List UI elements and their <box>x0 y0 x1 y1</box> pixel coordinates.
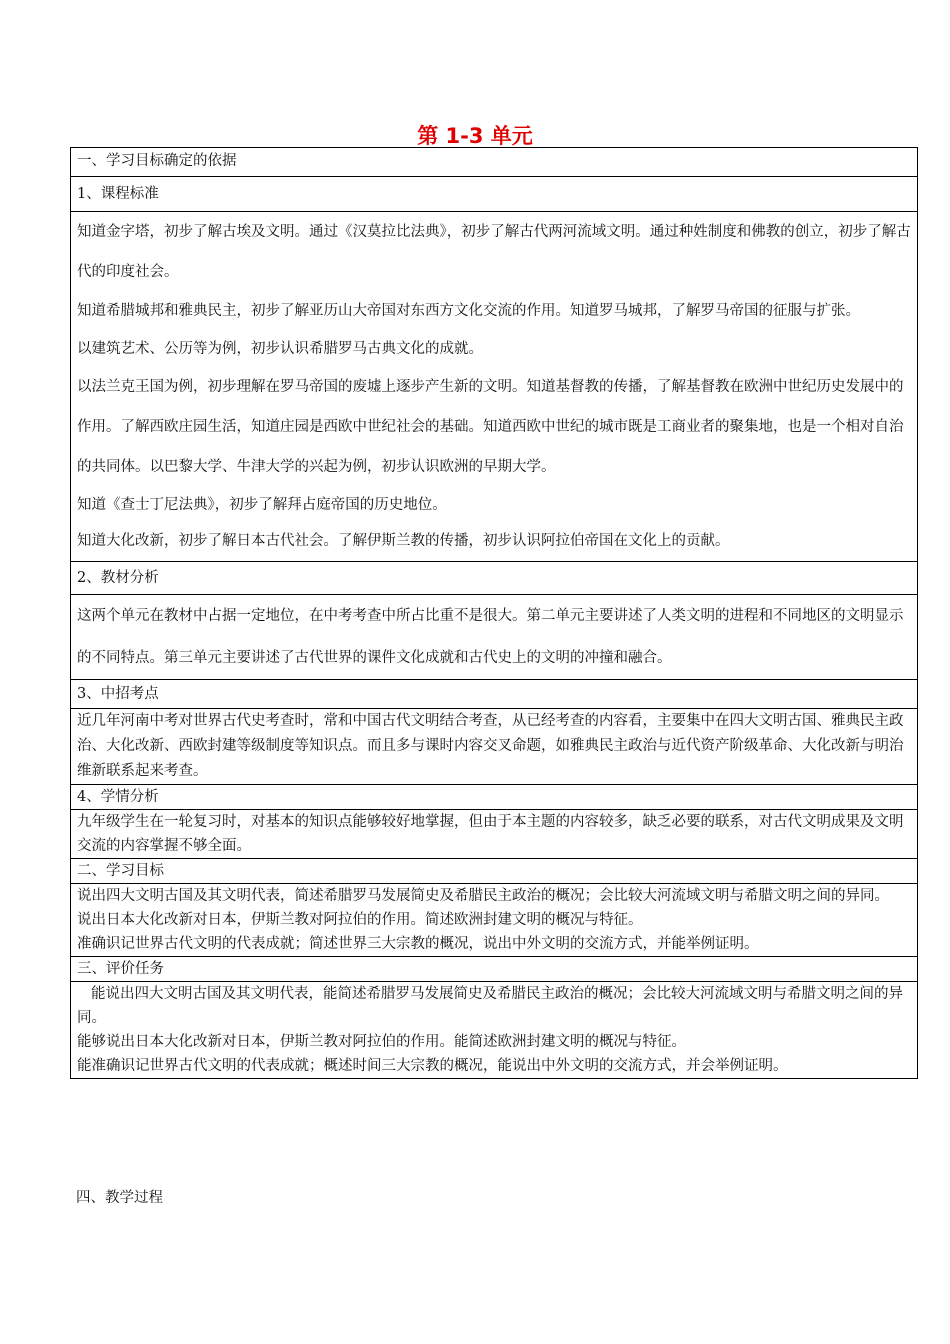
curriculum-paragraph: 知道希腊城邦和雅典民主，初步了解亚历山大帝国对东西方文化交流的作用。知道罗马城邦，了解罗马帝国的征服与扩张。 <box>77 303 860 319</box>
goal-line: 准确识记世界古代文明的代表成就；简述世界三大宗教的概况，说出中外文明的交流方式，并能举例证明。 <box>77 936 759 952</box>
curriculum-paragraph: 知道《查士丁尼法典》，初步了解拜占庭帝国的历史地位。 <box>77 497 447 513</box>
curriculum-heading: 1、课程标准 <box>71 177 918 212</box>
curriculum-content <box>71 212 918 562</box>
lesson-plan-table <box>70 147 918 1079</box>
eval-line: 能够说出日本大化改新对日本，伊斯兰教对阿拉伯的作用。能简述欧洲封建文明的概况与特征。 <box>77 1034 686 1050</box>
curriculum-paragraph: 知道金字塔，初步了解古埃及文明。通过《汉莫拉比法典》，初步了解古代两河流域文明。通过种姓制度和佛教的创立，初步了解古代的印度社会。 <box>77 224 911 280</box>
curriculum-paragraph: 以建筑艺术、公历等为例，初步认识希腊罗马古典文化的成就。 <box>77 341 483 357</box>
goals-heading: 二、学习目标 <box>71 859 918 884</box>
eval-line: 能准确识记世界古代文明的代表成就；概述时间三大宗教的概况，能说出中外文明的交流方式，并会举例证明。 <box>77 1058 788 1074</box>
learner-text: 九年级学生在一轮复习时，对基本的知识点能够较好地掌握，但由于本主题的内容较多，缺乏必要的联系，对古代文明成果及文明交流的内容掌握不够全面。 <box>77 814 904 854</box>
goals-content <box>71 884 918 957</box>
learner-content <box>71 810 918 859</box>
eval-heading: 三、评价任务 <box>71 957 918 982</box>
exam-heading: 3、中招考点 <box>71 680 918 709</box>
textbook-content <box>71 595 918 680</box>
page-title: 第 1-3 单元 <box>417 124 533 148</box>
process-heading: 四、教学过程 <box>76 1190 163 1206</box>
goal-line: 说出日本大化改新对日本，伊斯兰教对阿拉伯的作用。简述欧洲封建文明的概况与特征。 <box>77 912 643 928</box>
goal-line: 说出四大文明古国及其文明代表，简述希腊罗马发展简史及希腊民主政治的概况；会比较大河流域文明与希腊文明之间的异同。 <box>77 888 889 904</box>
curriculum-paragraph: 以法兰克王国为例，初步理解在罗马帝国的废墟上逐步产生新的文明。知道基督教的传播，了解基督教在欧洲中世纪历史发展中的作用。了解西欧庄园生活，知道庄园是西欧中世纪社会的基础。知道西欧中世纪的城市既是工商业者的聚集地，也是一个相对自治的共同体。以巴黎大学、牛津大学的兴起为例，初步认识欧洲的早期大学。 <box>77 379 904 475</box>
curriculum-paragraph: 知道大化改新，初步了解日本古代社会。了解伊斯兰教的传播，初步认识阿拉伯帝国在文化上的贡献。 <box>77 533 730 549</box>
exam-content <box>71 709 918 785</box>
exam-text: 近几年河南中考对世界古代史考查时，常和中国古代文明结合考查，从已经考查的内容看，主要集中在四大文明古国、雅典民主政治、大化改新、西欧封建等级制度等知识点。而且多与课时内容交叉命题，如雅典民主政治与近代资产阶级革命、大化改新与明治维新联系起来考查。 <box>77 713 904 779</box>
eval-content <box>71 982 918 1079</box>
learner-heading: 4、学情分析 <box>71 785 918 810</box>
eval-line: 能说出四大文明古国及其文明代表，能简述希腊罗马发展简史及希腊民主政治的概况；会比较大河流域文明与希腊文明之间的异同。 <box>77 986 903 1026</box>
textbook-heading: 2、教材分析 <box>71 562 918 595</box>
basis-heading: 一、学习目标确定的依据 <box>71 148 918 177</box>
textbook-text: 这两个单元在教材中占据一定地位，在中考考查中所占比重不是很大。第二单元主要讲述了人类文明的进程和不同地区的文明显示的不同特点。第三单元主要讲述了古代世界的课件文化成就和古代史上的文明的冲撞和融合。 <box>77 608 904 666</box>
